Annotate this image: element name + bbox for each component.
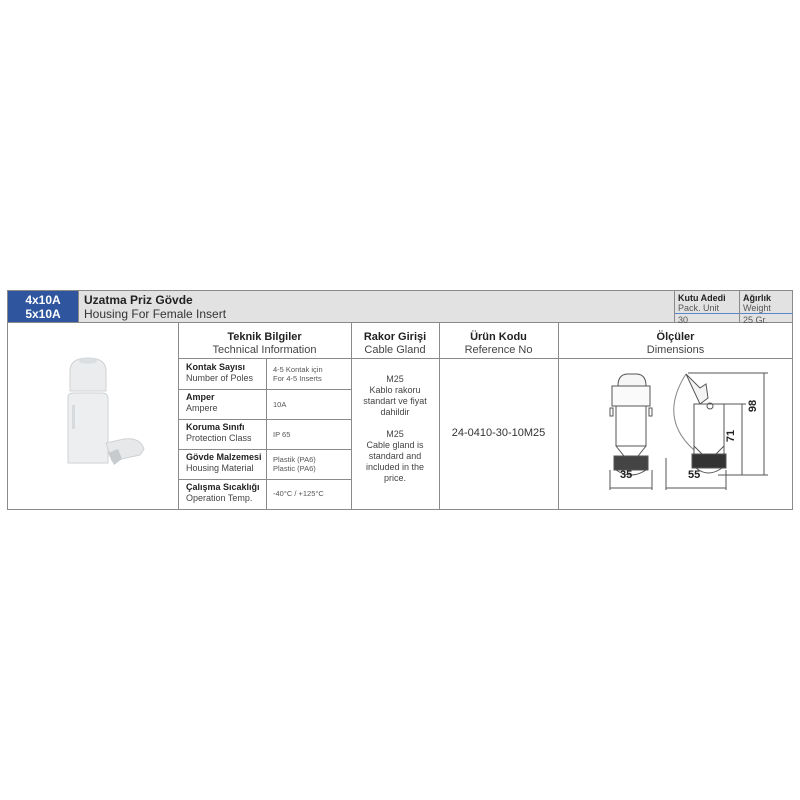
value-line: Plastik (PA6) bbox=[273, 455, 316, 464]
column-header-rakor bbox=[351, 331, 439, 357]
spec-label-ampere bbox=[179, 392, 266, 414]
dimension-height-body: 71 bbox=[725, 429, 738, 443]
column-title-en: Dimensions bbox=[646, 344, 705, 356]
product-header-band bbox=[7, 290, 793, 323]
label-en: Housing Material bbox=[186, 463, 254, 473]
text-line: M25 bbox=[386, 429, 404, 439]
column-title-tr: Ürün Kodu bbox=[470, 331, 527, 343]
weight-label-tr: Ağırlık bbox=[743, 293, 772, 303]
divider bbox=[178, 479, 351, 480]
cable-gland-text bbox=[351, 374, 439, 484]
divider bbox=[178, 419, 351, 420]
column-header-urun bbox=[439, 331, 558, 357]
weight-label-en: Weight bbox=[740, 303, 793, 314]
text-line: standart ve fiyat bbox=[363, 396, 427, 406]
column-title-tr: Teknik Bilgiler bbox=[227, 331, 302, 343]
label-tr: Kontak Sayısı bbox=[186, 362, 246, 372]
column-title-tr: Rakor Girişi bbox=[363, 331, 427, 343]
pack-unit-cell bbox=[674, 291, 739, 325]
label-en: Protection Class bbox=[186, 433, 252, 443]
dimension-width-side: 55 bbox=[688, 469, 701, 481]
label-tr: Koruma Sınıfı bbox=[186, 422, 245, 432]
label-tr: Çalışma Sıcaklığı bbox=[186, 482, 260, 492]
code-5x10a: 5x10A bbox=[25, 307, 61, 321]
dimension-drawing bbox=[568, 358, 798, 513]
text-line: price. bbox=[383, 473, 406, 483]
value-line: Plastic (PA6) bbox=[273, 464, 316, 473]
text-line: Kablo rakoru bbox=[369, 385, 421, 395]
column-header-teknik bbox=[178, 331, 351, 357]
value-line: -40°C / +125°C bbox=[273, 489, 324, 498]
divider bbox=[178, 389, 351, 390]
title-turkish: Uzatma Priz Gövde bbox=[84, 293, 193, 307]
label-en: Ampere bbox=[186, 403, 218, 413]
text-line: Cable gland is bbox=[366, 440, 424, 450]
spec-table bbox=[7, 323, 793, 510]
label-tr: Gövde Malzemesi bbox=[186, 452, 262, 462]
product-code-badge bbox=[8, 291, 79, 322]
label-en: Number of Poles bbox=[186, 373, 254, 383]
column-title-en: Technical Information bbox=[212, 344, 317, 356]
text-line: dahildir bbox=[380, 407, 410, 417]
value-line: 10A bbox=[273, 400, 287, 409]
spec-label-material bbox=[179, 452, 266, 474]
label-tr: Amper bbox=[186, 392, 215, 402]
product-title bbox=[84, 293, 226, 321]
column-title-en: Reference No bbox=[464, 344, 533, 356]
spec-value-poles bbox=[267, 365, 352, 383]
value-line: 4-5 Kontak için bbox=[273, 365, 323, 374]
text-line: included in the bbox=[365, 462, 425, 472]
divider bbox=[178, 449, 351, 450]
pack-unit-label-en: Pack. Unit bbox=[675, 303, 739, 314]
product-image bbox=[48, 353, 148, 488]
value-line: For 4-5 Inserts bbox=[273, 374, 322, 383]
spec-value-temperature bbox=[267, 489, 352, 498]
pack-unit-value: 30 bbox=[678, 315, 689, 325]
text-line: standard and bbox=[368, 451, 422, 461]
spec-value-protection bbox=[267, 430, 352, 439]
spec-value-material bbox=[267, 455, 352, 473]
text-line: M25 bbox=[386, 374, 404, 384]
column-header-olculer bbox=[558, 331, 793, 357]
column-title-tr: Ölçüler bbox=[656, 331, 695, 343]
code-4x10a: 4x10A bbox=[25, 293, 61, 307]
spec-label-protection bbox=[179, 422, 266, 444]
dimension-height-total: 98 bbox=[747, 399, 760, 413]
weight-cell bbox=[739, 291, 793, 325]
column-title-en: Cable Gland bbox=[364, 344, 426, 356]
spec-label-poles bbox=[179, 362, 266, 384]
dimension-width-front: 35 bbox=[620, 469, 633, 481]
pack-unit-label-tr: Kutu Adedi bbox=[678, 293, 726, 303]
spec-label-temperature bbox=[179, 482, 266, 504]
spec-value-ampere bbox=[267, 400, 352, 409]
title-english: Housing For Female Insert bbox=[84, 307, 227, 321]
reference-number: 24-0410-30-10M25 bbox=[451, 427, 546, 439]
weight-value: 25 Gr. bbox=[743, 315, 768, 325]
value-line: IP 65 bbox=[273, 430, 291, 439]
label-en: Operation Temp. bbox=[186, 493, 253, 503]
